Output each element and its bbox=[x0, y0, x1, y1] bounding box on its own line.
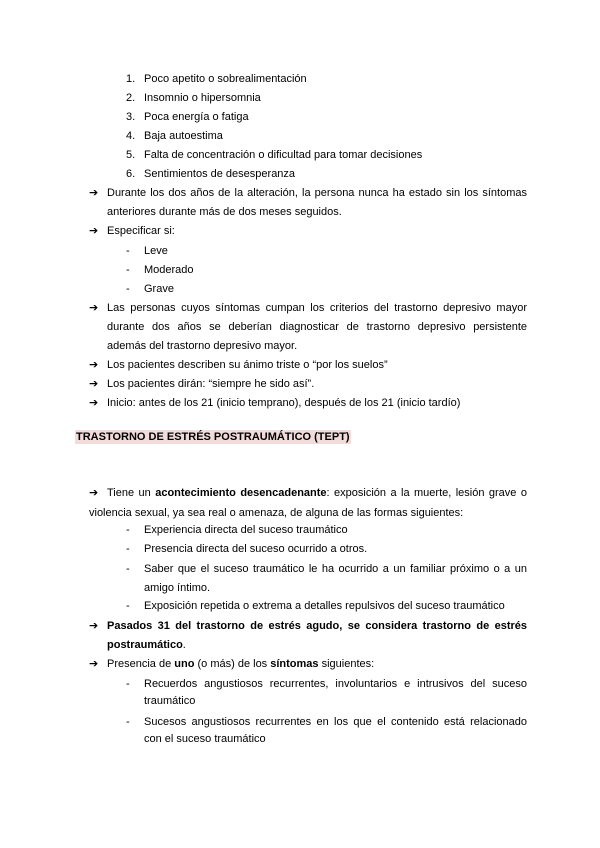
bullet-onset bbox=[89, 394, 527, 413]
item-text: Poca energía o fatiga bbox=[144, 111, 249, 123]
bullet-triggering-event bbox=[89, 483, 527, 523]
bullet-text: Los pacientes dirán: “siempre he sido así”. bbox=[107, 378, 315, 390]
bullet-mood bbox=[89, 356, 527, 375]
exposure-form-item bbox=[126, 560, 527, 598]
item-text: Poco apetito o sobrealimentación bbox=[144, 73, 307, 85]
bullet-specify bbox=[89, 222, 527, 241]
exposure-form-item bbox=[126, 522, 527, 539]
exposure-form-item bbox=[126, 541, 527, 558]
bullet-acute-stress bbox=[89, 617, 527, 655]
numbered-item bbox=[126, 72, 307, 86]
bullet-text bbox=[89, 655, 527, 674]
acute-bold: Pasados 31 del trastorno de estrés agudo, se considera trastorno de estrés postraumático bbox=[107, 620, 527, 651]
item-number: 2. bbox=[126, 92, 136, 104]
arrow-icon: ➔ bbox=[89, 620, 99, 632]
item-number: 4. bbox=[126, 130, 136, 142]
item-number: 3. bbox=[126, 111, 136, 123]
acute-end: . bbox=[182, 639, 186, 651]
dash-icon: - bbox=[126, 245, 130, 257]
event-text-end: : exposición a la muerte, lesión grave o violencia sexual, ya sea real o amenaza, de alguna de las formas siguientes: bbox=[89, 487, 527, 519]
symptoms-text-end: siguientes: bbox=[318, 658, 375, 670]
item-text: Insomnio o hipersomnia bbox=[144, 92, 261, 104]
symptoms-text-mid: (o más) de los bbox=[194, 658, 271, 670]
item-number: 1. bbox=[126, 73, 136, 85]
item-text: Sucesos angustiosos recurrentes en los que el contenido está relacionado con el suceso traumático bbox=[144, 716, 527, 745]
item-text: Leve bbox=[144, 245, 168, 257]
item-text: Baja autoestima bbox=[144, 130, 223, 142]
item-text: Moderado bbox=[144, 264, 194, 276]
dash-icon: - bbox=[126, 524, 130, 536]
bullet-text: Inicio: antes de los 21 (inicio temprano), después de los 21 (inicio tardío) bbox=[107, 397, 461, 409]
dash-icon: - bbox=[126, 543, 130, 555]
bullet-duration bbox=[89, 184, 527, 222]
bullet-symptoms bbox=[89, 655, 527, 674]
symptoms-bold-sintomas: síntomas bbox=[270, 658, 319, 670]
bullet-text bbox=[89, 617, 527, 655]
bullet-text: Durante los dos años de la alteración, la persona nunca ha estado sin los síntomas anteriores durante más de dos meses seguidos. bbox=[107, 187, 527, 218]
bullet-text: Especificar si: bbox=[107, 225, 175, 237]
dash-icon: - bbox=[126, 283, 130, 295]
bullet-text bbox=[89, 483, 527, 523]
severity-item bbox=[126, 262, 527, 279]
numbered-item bbox=[126, 91, 261, 105]
arrow-icon: ➔ bbox=[89, 378, 99, 390]
item-text: Experiencia directa del suceso traumático bbox=[144, 524, 348, 536]
item-text: Falta de concentración o dificultad para tomar decisiones bbox=[144, 149, 423, 161]
arrow-icon: ➔ bbox=[89, 225, 99, 237]
dash-icon: - bbox=[126, 264, 130, 276]
dash-icon: - bbox=[126, 678, 130, 690]
numbered-item bbox=[126, 129, 223, 143]
item-text: Exposición repetida o extrema a detalles repulsivos del suceso traumático bbox=[144, 600, 505, 612]
symptom-item bbox=[126, 676, 527, 710]
item-text: Sentimientos de desesperanza bbox=[144, 168, 296, 180]
severity-item bbox=[126, 281, 527, 298]
event-text-start: Tiene un bbox=[107, 487, 156, 499]
arrow-icon: ➔ bbox=[89, 658, 99, 670]
numbered-item bbox=[126, 148, 422, 162]
arrow-icon: ➔ bbox=[89, 302, 99, 314]
exposure-form-item bbox=[126, 598, 527, 615]
symptoms-text-start: Presencia de bbox=[107, 658, 175, 670]
item-text: Presencia directa del suceso ocurrido a otros. bbox=[144, 543, 368, 555]
bullet-criteria bbox=[89, 299, 527, 356]
item-text: Recuerdos angustiosos recurrentes, involuntarios e intrusivos del suceso traumático bbox=[144, 678, 527, 707]
item-number: 6. bbox=[126, 168, 136, 180]
arrow-icon: ➔ bbox=[89, 187, 99, 199]
dash-icon: - bbox=[126, 716, 130, 728]
arrow-icon: ➔ bbox=[89, 487, 99, 499]
symptoms-bold-one: uno bbox=[174, 658, 195, 670]
numbered-item bbox=[126, 167, 295, 181]
arrow-icon: ➔ bbox=[89, 397, 99, 409]
item-text: Saber que el suceso traumático le ha ocurrido a un familiar próximo o a un amigo íntimo. bbox=[144, 563, 527, 594]
severity-item bbox=[126, 243, 527, 260]
bullet-quote bbox=[89, 375, 527, 394]
section-title: TRASTORNO DE ESTRÉS POSTRAUMÁTICO (TEPT) bbox=[76, 431, 350, 443]
numbered-item bbox=[126, 110, 249, 124]
symptom-item bbox=[126, 714, 527, 748]
dash-icon: - bbox=[126, 563, 130, 575]
event-bold: acontecimiento desencadenante bbox=[155, 487, 327, 499]
dash-icon: - bbox=[126, 600, 130, 612]
item-text: Grave bbox=[144, 283, 174, 295]
arrow-icon: ➔ bbox=[89, 359, 99, 371]
item-number: 5. bbox=[126, 149, 136, 161]
bullet-text: Los pacientes describen su ánimo triste o “por los suelos” bbox=[107, 359, 388, 371]
bullet-text: Las personas cuyos síntomas cumpan los criterios del trastorno depresivo mayor durante dos años se deberían diagnosticar de trastorno depresivo persistente además del trastorno depresivo mayor. bbox=[107, 302, 527, 352]
